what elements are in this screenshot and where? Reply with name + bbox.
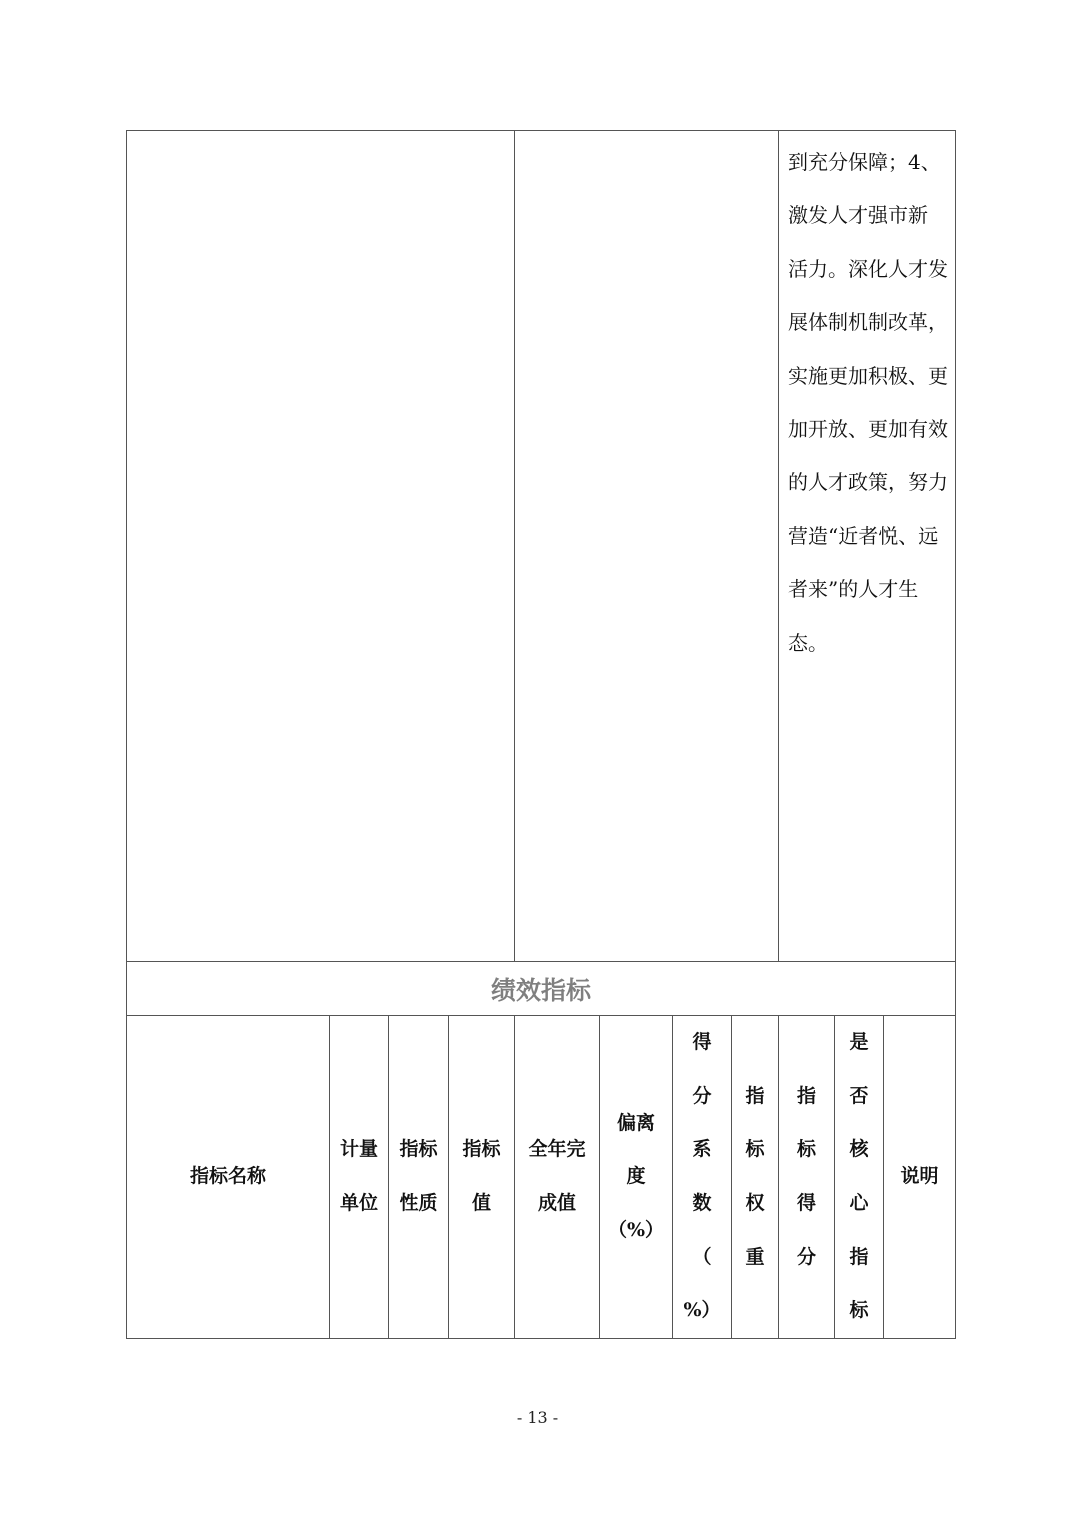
section-title: 绩效指标 <box>490 975 591 1005</box>
text-line: 营造“近者悦、远 <box>788 523 939 548</box>
header-note: 说明 <box>900 1165 939 1188</box>
text-line: 加开放、更加有效 <box>788 417 948 442</box>
continuation-paragraph <box>788 136 953 670</box>
text-line: 的人才政策，努力 <box>788 470 948 495</box>
table-top-border <box>126 130 956 131</box>
table-right-border <box>955 130 956 1339</box>
header-core-indicator: 是 否 核 心 指 标 <box>849 1031 869 1322</box>
text-line: 实施更加积极、更 <box>788 363 948 388</box>
header-unit: 计量 单位 <box>339 1138 378 1214</box>
header-nature: 指标 性质 <box>399 1138 438 1214</box>
text-line: 展体制机制改革， <box>788 310 948 335</box>
upper-col-divider-2 <box>778 130 779 962</box>
header-deviation: 偏离 度 （%） <box>607 1111 665 1241</box>
text-line: 到充分保障；4、 <box>788 150 941 174</box>
header-score: 指 标 得 分 <box>796 1084 816 1268</box>
header-completed: 全年完 成值 <box>528 1138 586 1214</box>
header-value: 指标 值 <box>462 1138 501 1214</box>
text-line: 活力。深化人才发 <box>788 256 948 281</box>
text-line: 者来”的人才生 <box>788 577 919 602</box>
page-number: - 13 - <box>516 1408 559 1427</box>
table-bottom-border <box>126 1338 956 1339</box>
text-line: 态。 <box>788 630 828 655</box>
text-line: 激发人才强市新 <box>788 203 928 228</box>
header-indicator-name: 指标名称 <box>189 1165 266 1188</box>
upper-col-divider-1 <box>514 130 515 962</box>
header-score-coefficient: 得 分 系 数 （ %） <box>683 1031 721 1322</box>
header-weight: 指 标 权 重 <box>745 1084 765 1268</box>
